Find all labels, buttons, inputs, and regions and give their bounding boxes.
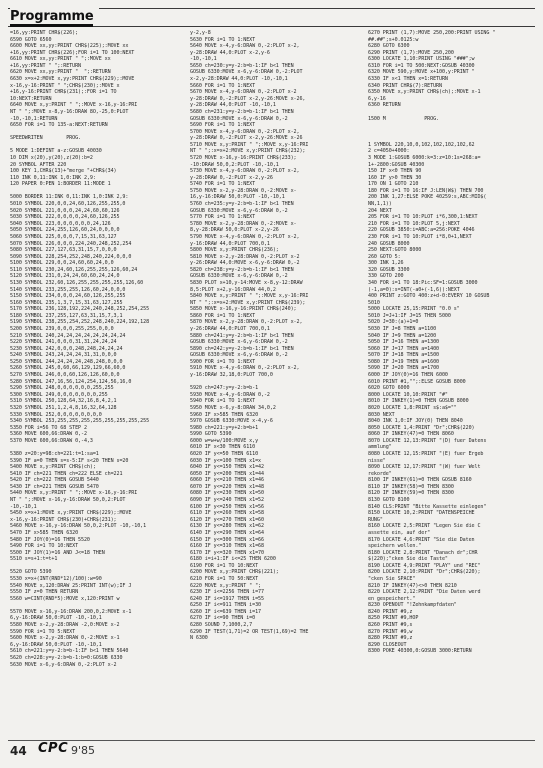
code-line: nisse" [368,457,386,464]
code-line: 5970 GOSUB 6330:MOVE x-4,y-6 [190,418,273,425]
code-line: 6,y-16 [368,95,386,102]
code-line: 5470 IF x>585 THEN 6320 [10,529,79,536]
code-line: 5450 x=x+1:MOVE x,y:PRINT CHR$(229);:MOVE [10,510,132,517]
code-line: 8010 IF INKEY(1)=0 THEN GOSUB 8000 [368,398,469,405]
code-line: en gespeichert." [368,595,416,602]
code-line: 6640 MOVE x,y:PRINT " ";:MOVE x-16,y-16:PRI [10,102,138,109]
code-line: 5040 IF J=9 THEN a=1200 [368,332,437,339]
code-line: 5740 FOR i=1 TO 1:NEXT [190,181,256,188]
code-line: 220 GOSUB 3850:i=ABC:a=256:POKE 4046 [368,227,475,234]
code-line: 5070 SYMBOL 226,0,0,0,224,240,248,252,254 [10,240,132,247]
code-line: 120 PAPER 0:PEN 1:BORDER 11:MODE 1 [10,181,111,188]
code-line: y-16:DRAW 44,0:PLOT 700,0,1 [190,240,270,247]
code-line: 5190 SYMBOL 238,255,254,252,248,240,224,192,128 [10,319,150,326]
code-column-1 [10,30,182,730]
code-line: 5090 IF J=20 THEN a=1700 [368,365,440,372]
code-line [368,135,536,142]
code-line: y-2,y-8 [190,30,211,36]
code-line: 5980 ch=221:y=y+2:b=b+1 [190,424,259,431]
code-line: y-28:DRAW 44,0:PLOT -10,-10,1 [190,102,276,109]
code-line: 300 INK 1,26 [368,260,404,267]
code-line: 6330 IF x<1 THEN x=1:RETURN [368,76,448,83]
code-line: y-28:DRAW 44,0:PLOT x-2,y-6 [190,49,270,56]
code-line [368,109,536,116]
code-line: 5930 MOVE x-4,y-6:DRAW 0,-2 [190,391,270,398]
code-line: ##.##";s+0.0125:w [368,36,419,43]
code-line: +16,y-16:PRINT CHR$(231);:FOR i=1 TO [10,89,117,96]
code-line: 5520 GOTO 5390 [10,569,52,576]
code-line: GOSUB 6330:MOVE x-6,y-6:DRAW 0,-2 [190,273,288,280]
code-line: 6620 MOVE xx,yy:PRINT " ";:RETURN [10,69,111,76]
code-line: 5420 IF ch=222 THEN GOSUB 5440 [10,477,99,484]
code-line: y-16:DRAW 32,18,0:PLOT 700,0 [190,372,273,379]
code-line: 6000 w=w+w/100:MOVE x,y [190,437,259,444]
code-line: 1 SYMBOL 220,10,0,102,102,102,102,62 [368,141,475,148]
code-line [10,563,182,570]
code-line: 6600 MOVE xx,yy:PRINT CHR$(225);:MOVE xx [10,43,129,50]
code-line: 8060 IF INKEY(47)=0 THEN 8060 [368,431,454,438]
code-line: 5430 IF ch=221 THEN GOSUB 5470 [10,483,99,490]
code-line [368,122,536,129]
code-line: 5790 MOVE x-4,y-6:DRAW 0,-2:PLOT x-2, [190,233,300,240]
code-line: 6650 FOR i=1 TO 135-a:NEXT:RETURN [10,122,108,129]
code-line: 6340 PRINT CHR$(7):RETURN [368,82,442,89]
code-line: 10:NEXT:RETURN [10,95,52,102]
code-line: 6590 GOTO 6560 [10,36,52,43]
code-line: x-2,y-28:DRAW 44,0:PLOT -10,-10,1 [190,76,288,83]
code-line: 8020 LOCATE 1,8:PRINT s$:a$="" [368,404,457,411]
code-line: 5090 SYMBOL 228,254,252,248,240,224,0,0,0 [10,253,132,260]
code-line: 6120 IF y<=270 THEN x1=60 [190,516,264,523]
code-line: 6100 IF y<=250 THEN x1=56 [190,503,264,510]
code-line: 5830 PLOT x+10,y-14:MOVE x-8,y-12:DRAW [190,279,303,286]
code-line: 5030 IF J=8 THEN a=1100 [368,326,437,333]
code-line: 5750 MOVE x-2,y-28:DRAW 0,-2:MOVE x- [190,187,297,194]
code-line: 8290 CLOSEOUT [368,641,407,648]
code-line: 5330 SYMBOL 252,0,0,0,0,0,0,0,0 [10,411,102,418]
code-line: 205 FOR i=1 TO 10:PLOT i*6,300,1:NEXT [368,214,478,221]
code-line: 5700 MOVE x-4,y-6:DRAW 0,-2:PLOT x-2, [190,128,300,135]
code-line: 5690 FOR i=1 TO 1:NEXT [190,122,256,129]
code-line: 8,y-28:DRAW 50,0:PLOT x-2,y-26 [190,227,279,234]
code-line: 5270 SYMBOL 246,0,0,60,126,126,60,0,0 [10,372,120,379]
code-line: 5630 MOVE x-6,y-6:DRAW 0,-2:PLOT x-2 [10,661,117,668]
code-line: 180 FOR i=1 TO 16:IF J:LEN(W$) THEN 700 [368,187,484,194]
code-line: 5000 BORDER 11:INK 0,11:INK 1,0:INK 2,9: [10,194,129,201]
code-line: 5350 FOR i=56 TO 68 STEP 2 [10,424,87,431]
code-line: y-26:DRAW 44,0:MOVE x-6,y-6:DRAW 0,-2 [190,260,300,267]
code-line: 6250 IF i<=911 THEN i=30 [190,602,262,609]
code-line: 5810 MOVE x-2,y-28:DRAW 0,-2:PLOT x-2 [190,253,300,260]
code-line: 5070 IF J=18 THEN a=1500 [368,352,440,359]
code-line: 8210 IF INKEY(47)<>0 THEN 8210 [368,582,457,589]
code-line: 5820 ch=238:y=y-2:b=b-1:IF b<1 THEN [190,266,294,273]
code-line: 5260 SYMBOL 245,0,60,66,129,129,66,60,0 [10,365,126,372]
code-line: 5960 IF x>585 THEN 6320 [190,411,259,418]
code-line: 5390 IF a=0 THEN s=s-5:IF s<20 THEN s=20 [10,457,129,464]
code-line: 340 FOR i=1 TO 18:Pic:SF=1:GOSUB 3000 [368,279,478,286]
code-line: 5630 FOR i=1 TO 1:NEXT [190,36,256,43]
code-line: 5990 GOTO 5390 [190,431,232,438]
code-line: 6070 IF y<=220 THEN x1=48 [190,483,264,490]
code-line: 5340 SYMBOL 253,255,255,255,255,255,255,255,255 [10,418,150,425]
code-line [190,379,362,386]
code-line: 8190 LOCATE 4,9:PRINT "PLAY" und "REC" [368,562,481,569]
code-line: 6610 MOVE xx,yy:PRINT " ";:MOVE xx [10,56,111,63]
code-line: 5540 MOVE x,120:DRAW 25:PRINT INT(w);IF J [10,582,132,589]
code-line: 8040 INK 1,0:IF JOY(0) THEN 8040 [368,418,463,425]
issue-label: 9'85 [71,744,96,757]
code-line: 5010 [368,299,380,306]
code-line: 6300 LOCATE 1,10:PRINT USING "###";w [368,56,475,63]
code-line: 6030 IF y<=100 THEN x1=x [190,457,262,464]
code-line: 8100 IF INKEY(61)=0 THEN GOSUB 8160 [368,477,472,484]
code-line: 5050 SYMBOL 224,255,126,60,24,0,0,0,0 [10,227,120,234]
code-line: 6280 SOUND 7,1000,2,7 [190,622,253,629]
code-line: 5490 FOR i=1 TO 10:NEXT [10,543,79,550]
code-line: 5530 x=x+(INT(RND*12)/100):w=90 [10,575,102,582]
code-line: 8300 POKE 40300,0:GOSUB 3000:RETURN [368,648,472,655]
code-line: NN,1,1)) [368,201,392,208]
code-line: 5710 MOVE x,y:PRINT " ";:MOVE x,y-16:PRI [190,141,309,148]
code-line: 5670 MOVE x-4,y-6:DRAW 0,-2:PLOT x-2 [190,89,297,96]
code-line: 6000 IF JOY(0)=16 THEN 6000 [368,372,448,379]
code-line: 5610 ch=221:y=y-2:b=b-1:IF b<1 THEN 5640 [10,648,129,655]
code-line: -10,-10,1 [190,56,217,63]
code-line: 5210 SYMBOL 240,24,24,24,24,24,24,24,24 [10,332,126,339]
code-line: x-16,y-16:PRINT " ";CHR$(230);:MOVE x [10,82,120,89]
code-line: 5840 MOVE x,y:PRINT " ";:MOVE x,y-16:PRI [190,293,309,300]
code-line: GOSUB 6330:MOVE x-6,y-6:DRAW 0,-2 [190,115,288,122]
code-line: 5900 FOR i=1 TO 1:NEXT [190,358,256,365]
code-line: 6140 IF y<=290 THEN x1=64 [190,529,264,536]
code-line: 8260 PRINT #9,s [368,622,413,629]
code-line: 6280 GOTO 6300 [368,43,410,50]
code-line: SPEEDWRITEN PROG. [10,135,82,142]
code-line: 6160 IF y<=310 THEN x1=68 [190,543,264,550]
magazine-logo: CPC [38,741,69,756]
code-line: 5770 FOR i=1 TO 1:NEXT [190,214,256,221]
code-line: 5300 SYMBOL 249,0,0,0,0,0,0,0,255 [10,391,108,398]
code-line: RUNG" [368,516,383,523]
code-line: (-1,a=0):s=INT(-a0+(-1,6)):NEXT [368,286,460,293]
code-line: 260 GOTO 5: [368,253,401,260]
code-line: 5170 SYMBOL 236,128,192,224,240,248,252,254,255 [10,306,150,313]
code-line: 5120 SYMBOL 231,0,24,24,60,60,24,24,0 [10,273,120,280]
code-line [10,188,182,195]
code-line: 6630 x=x+2:MOVE x,yy:PRINT CHR$(229);:MOVE [10,76,135,83]
code-line: $(220);"cken Sie die Taste" [368,556,448,563]
code-line: 8220 LOCATE 2,12:PRINT "Die Daten werd [368,589,481,596]
code-line: 5570 MOVE x-16,y-16:DRAW 200,0,2:MOVE x-1 [10,608,132,615]
code-line: 8070 LOCATE 12,13:PRINT "(D) fuer Datens [368,437,487,444]
code-line: 6260 IF i<=639 THEN i=17 [190,608,262,615]
code-line: 5600 MOVE x-2,y-28:DRAW 0,-2:MOVE x-1 [10,635,120,642]
code-line: 5 MODE 1:DEFINT a-z:GOSUB 40030 [10,148,102,155]
code-line: 5860 FOR i=1 TO 1:NEXT [190,312,256,319]
code-line: 8120 IF INKEY(59)=0 THEN 8300 [368,490,454,497]
code-line: 5150 SYMBOL 234,0,0,0,24,60,126,255,255 [10,293,126,300]
code-line: 5650 ch=230:y=y-2:b=b-1:IF b<1 THEN [190,62,294,69]
code-line: 8,5:PLOT x+2,y-16:DRAW 44,0,2 [190,286,276,293]
code-line: 8230 OPENOUT "!Zehnkampfdaten" [368,602,457,609]
code-line: 6270 PRINT (1,7):MOVE 250,200:PRINT USING " [368,30,496,36]
code-line: 6060 IF y<=210 THEN x1=46 [190,477,264,484]
code-line: 230 FOR i=1 TO 10:PLOT i*8,0+1,NEXT [368,233,472,240]
code-line: +16,yy:PRINT CHR$(226);FOR i=1 TO 100:NEXT [10,49,135,56]
code-line: 6220 MOVE x,y:PRINT " "; [190,582,262,589]
code-line: 5950 MOVE x-6,y-8:DRAW 34,0,2 [190,404,276,411]
code-line: 5620 ch=228:y=y-2:b=b-1:b=0:GOSUB 6330 [10,654,123,661]
code-line: 8160 LOCATE 2,5:PRINT "Legen Sie die C [368,523,481,530]
code-line: 100 KEY 1,CHR$(13)+"merge "+CHR$(34) [10,168,117,175]
code-line: 6080 IF y<=230 THEN x1=50 [190,490,264,497]
code-line: 250 NEXT:GOTO 8000 [368,247,422,254]
code-line: 8030 NEXT [368,411,395,418]
code-line: 5360 MOVE 600,66:DRAW 0,-2 [10,431,87,438]
code-line: 6180 i=i+1:IF i<=25 THEN 6200 [190,556,276,563]
code-line: 6130 IF y<=280 THEN x1=62 [190,523,264,530]
code-line: y-28:DRAW 0,-2:PLOT x-2,y-26 [190,174,273,181]
section-title-text: Programme [10,9,93,27]
code-line: y-28:DRAW 0,-2:PLOT x-2,y-26:MOVE x-26, [190,95,306,102]
code-line: 6360 RETURN [368,102,401,109]
code-line [10,602,182,609]
code-line: 8140 CLS:PRINT "Bitte Kassette einlegen" [368,503,487,510]
code-line: 8000 LOCATE 10,10:PRINT "#" [368,391,448,398]
code-line: 5010 J=J+1:IF J=15 THEN 5000 [368,312,451,319]
code-line: 210 FOR i=1 TO 10:PLOT 5,j:NEXT [368,220,460,227]
code-line: 5410 IF ch=221 THEN ch=222 ELSE ch=221 [10,470,123,477]
code-line: NT " ";:MOVE x-16,y-16:DRAW 50,0,2:PLOT [10,497,126,504]
code-line: 5080 IF J=19 THEN a=1600 [368,358,440,365]
section-title [10,8,99,25]
code-line: 150 IF x<0 THEN 90 [368,168,422,175]
code-line: ammlung" [368,444,392,451]
code-line: 400 PRINT z:GOTO 400:z+d-0:EVERY 10 GOSUB [368,293,490,300]
code-line: 6020 GOTO 6000 [368,385,410,392]
code-line: 6110 IF y<=260 THEN x1=58 [190,510,264,517]
code-line: 6290 IF TEST(1,71)=2 OR TEST(1,69)=2 THE [190,628,309,635]
code-line: NT " ";:x=x+2:MOVE x,y:PRINT CHR$(239); [190,299,306,306]
code-line: 6,y-16:DRAW 50,0:PLOT -10,-10,1 [10,615,102,622]
code-line: GOSUB 6330:MOVE x-6,y-6:DRAW 0,-2 [190,339,288,346]
code-line: 5240 SYMBOL 243,24,24,24,31,31,0,0,0 [10,352,117,359]
code-line: 200 INK 1,27:ELSE POKE 40259:s,ABC:MID$( [368,194,487,201]
code-line: GOSUB 6330:MOVE x-6,y-6:DRAW 0,-2 [190,352,288,359]
code-line: 5060 IF J=17 THEN a=1400 [368,345,440,352]
code-line: 8180 LOCATE 2,8:PRINT "Danach dr";CHR [368,549,478,556]
code-line: 5030 SYMBOL 222,0,0,0,0,24,60,126,255 [10,214,120,221]
code-line: 5000 LOCATE 25,15:PRINT "0.0 s" [368,306,460,313]
code-line: 8250 PRINT #9,HOP [368,615,419,622]
code-line: NT " ";:MOVE x-8,y-16:DRAW 8O,-25,0:PLOT [10,108,129,115]
code-column-2 [190,30,362,730]
code-line: 5040 SYMBOL 223,0,0,0,0,0,0,24,126 [10,220,111,227]
code-line: -10,-10,1:RETURN [10,115,58,122]
code-line: 6010 PRINT #1,"";:ELSE GOSUB 8000 [368,378,466,385]
code-line: 5550 IF z=0 THEN RETURN [10,589,79,596]
code-line: 6090 IF y<=240 THEN x1=52 [190,497,264,504]
code-line: 6270 IF i<=90 THEN i=0 [190,615,256,622]
code-line: assette ein, auf der" [368,529,431,536]
code-line: 5110 SYMBOL 230,24,60,126,255,255,126,60,24 [10,266,138,273]
code-line: 240 GOSUB 8000 [368,240,410,247]
code-line: 5080 SYMBOL 227,127,63,31,15,7,0,0,0 [10,247,117,254]
code-line: 320 GOSUB 3300 [368,266,410,273]
code-line: 16,y-16:DRAW 50,0:PLOT -10,-10,1 [190,194,285,201]
code-line: 5140 SYMBOL 233,255,255,126,60,24,0,0,0 [10,286,126,293]
code-line: 5160 SYMBOL 235,1,3,7,15,31,63,127,255 [10,299,123,306]
code-line: 6150 IF y<=300 THEN x1=66 [190,536,264,543]
code-line: 5180 SYMBOL 237,255,127,63,31,15,7,3,1 [10,312,123,319]
code-line: "cken Sie SPACE" [368,575,416,582]
code-line: 5130 SYMBOL 232,60,126,255,255,255,255,126,60 [10,279,144,286]
code-line: 160 IF y>0 THEN 30 [368,174,422,181]
code-line: 6350 MOVE x,y:PRINT CHR$(ch);:MOVE x-1 [368,89,481,96]
code-line: 5440 MOVE x,y:PRINT " ";:MOVE x-16,y-16:PRI [10,490,138,497]
code-line: 5880 ch=241:y=y-2:b=b-1:IF b<1 THEN [190,332,294,339]
code-line [10,129,182,136]
code-line: 6290 PRINT (1,7):MOVE 250,200 [368,49,454,56]
code-line: 6200 MOVE x,y:PRINT CHR$(221); [190,569,279,576]
code-line: 204 NEXT [368,207,392,214]
code-line: 5320 SYMBOL 251,1,2,4,8,16,32,64,128 [10,404,117,411]
code-line: 2 c=4050+4000: [368,148,410,155]
code-line: 8050 LOCATE 1,4:PRINT "Dr";CHR$(220) [368,424,475,431]
code-line: 5380 z=20:y=98:ch=221:t=1:sa=1 [10,451,99,457]
code-line: 5370 MOVE 600,66:DRAW 0,-4,3 [10,437,93,444]
code-line: 6240 IF i<=1917 THEN i=55 [190,595,264,602]
code-line: 5100 SYMBOL 229,0,0,24,60,60,24,0,0 [10,260,114,267]
code-line: 8150 LOCATE 10,2:PRINT "DATENSPEICHE [368,510,475,517]
code-line: 5870 MOVE x-2,y-28:DRAW 0,-2:PLOT x-2, [190,319,303,326]
page-number: 44 [10,744,27,758]
code-line: 5280 SYMBOL 247,16,56,124,254,124,56,16,0 [10,378,132,385]
code-line: speichern wollen." [368,543,422,550]
code-line: 5250 SYMBOL 244,24,24,24,248,248,0,0,0 [10,358,123,365]
code-line: 5910 MOVE x-4,y-6:DRAW 0,-2:PLOT x-2, [190,365,300,372]
code-line: y-28:DRAW 0,-2:PLOT x-2,y-26:MOVE x-26 [190,135,303,142]
code-line: 5220 SYMBOL 241,0,0,0,31,31,24,24,24 [10,339,117,346]
code-line: 1+-2800:GOSUB 40300 [368,161,425,168]
code-line: 5230 SYMBOL 242,0,0,0,248,248,24,24,24 [10,345,123,352]
code-line: 8090 LOCATE 12,17:PRINT "(W) fuer Welt [368,464,481,471]
code-line: 5890 ch=242:y=y-2:b=b-1:IF b<1 THEN [190,345,294,352]
code-line: -10,-10,1 [10,503,37,510]
code-line: 6210 FOR i=1 TO 50:NEXT [190,575,259,582]
code-line: 10 DIM x(20),y(20),z(20):b=2 [10,154,93,161]
code-column-3 [368,30,536,730]
code-line: 3 MODE 1:GOSUB 6000:k=3:z=10:1s=268:a= [368,154,481,161]
code-line: 5500 IF JOY(1)=16 AND J<=18 THEN [10,549,105,556]
code-line: GOSUB 6330:MOVE x-6,y-6:DRAW 0,-2:PLOT [190,69,303,76]
code-line: 6050 IF y<=200 THEN x1=44 [190,470,264,477]
code-line: 5640 MOVE x-4,y-6:DRAW 0,-2:PLOT x-2, [190,43,300,50]
code-line: GOSUB 6330:MOVE x-6,y-6:DRAW 0,-2 [190,207,288,214]
code-line: -10:DRAW 50,0,2:PLOT -10,-10,1 [190,161,279,168]
code-line: 5730 MOVE x-4,y-6:DRAW 0,-2:PLOT x-2, [190,168,300,175]
code-line: 6,y-16:DRAW 50,0:PLOT -10,-10,1 [10,641,102,648]
code-line: 5060 SYMBOL 225,0,0,0,7,15,31,63,127 [10,233,117,240]
code-line: 5780 MOVE x-2,y-28:DRAW 0,-2:MOVE x- [190,220,297,227]
code-line: 6320 MOVE 590,y:MOVE x+100,y:PRINT " [368,69,475,76]
code-line: 330 GOTO 200 [368,273,404,280]
code-line: 6190 FOR i=1 TO 10:NEXT [190,562,259,569]
code-line: 170 ON 1 GOTO 210 [368,181,419,188]
code-line: x-16,y-16:PRINT CHR$(230)+CHR$(231); [10,516,117,523]
code-line: 5310 SYMBOL 250,128,64,32,16,8,4,2,1 [10,398,117,405]
code-line: 5290 SYMBOL 248,0,0,0,0,0,0,255,255 [10,385,114,392]
code-line: 5850 MOVE x-16,y-16:PRINT CHR$(240); [190,306,297,313]
code-line: rekorde" [368,470,392,477]
code-line: y-26:DRAW 44,0:PLOT 700,0,1 [190,326,270,333]
code-line: 6010 IF x<30 THEN 6110 [190,444,256,451]
code-line: 110 INK 0,11:INK 1,0:INK 2,9: [10,174,96,181]
code-line: 5660 FOR i=1 TO 1:NEXT [190,82,256,89]
code-line: 5020 J=30:(a)+1=0 [368,319,419,326]
code-line: =16,yy:PRINT CHR$(226); [10,30,79,36]
code-line [368,129,536,136]
code-line: 5580 MOVE x-2,y-28:DRAW -2,0:MOVE x-2 [10,622,120,629]
code-line: 5510 s=s+1:t=t+1 [10,556,58,563]
code-line: 20 SYMBOL AFTER 220 [10,161,67,168]
code-line: +16,yy:PRINT " ";:RETURN [10,62,82,69]
code-line: 8170 LOCATE 4,6:PRINT "Sie die Daten [368,536,475,543]
code-line: 5010 SYMBOL 220,0,0,24,60,126,255,255,0 [10,201,126,208]
code-line: 6310 FOR i=1 TO 500:NEXT:GOSUB 40300 [368,62,475,69]
code-line: NT " ";:x=x+2:MOVE x,y:PRINT CHR$(232); [190,148,306,155]
code-line: 5020 SYMBOL 221,0,0,0,24,24,60,60,126 [10,207,120,214]
code-line: 5050 IF J=16 THEN a=1300 [368,339,440,346]
code-line: 5940 FOR i=1 TO 1:NEXT [190,398,256,405]
code-line: 8200 LOCATE 2,10:PRINT "Dr";CHR$(220); [368,569,481,576]
code-line: N 6300 [190,635,208,642]
code-line: 5800 MOVE x,y:PRINT CHR$(236); [190,247,279,254]
code-line: 5720 MOVE x-16,y-16:PRINT CHR$(233); [190,154,297,161]
code-line: 6040 IF y<=150 THEN x1=42 [190,464,264,471]
code-line: 6170 IF y<=320 THEN x1=70 [190,549,264,556]
code-line: 5560 w=CINT(RND*5):MOVE x,120:PRINT w [10,595,120,602]
code-line: 5400 MOVE x,y:PRINT CHR$(ch); [10,464,96,471]
code-line: 5680 ch=231:y=y-2:b=b-1:IF b<1 THEN [190,108,294,115]
code-line: 5760 ch=235:y=y-2:b=b-1:IF b<1 THEN [190,201,294,208]
code-line: 5480 IF JOY(0)=16 THEN 5520 [10,536,90,543]
code-line: 5460 MOVE x-16,y-16:DRAW 50,0,2:PLOT -10,-10,1 [10,523,147,530]
code-line: 8270 PRINT #9,w [368,628,413,635]
code-line: 8080 LOCATE 12,15:PRINT "(E) fuer Ergeb [368,451,484,457]
code-line: 6020 IF y<=50 THEN 6110 [190,451,259,457]
code-line: 5590 FOR i=1 TO 5:NEXT [10,628,76,635]
code-line: 8240 PRINT #9,z [368,608,413,615]
code-line: 8110 IF INKEY(58)=0 THEN 8300 [368,483,454,490]
code-line: 1500 M PROG. [368,115,440,122]
code-line: 5200 SYMBOL 239,0,0,0,255,255,0,0,0 [10,326,114,333]
code-line [10,444,182,451]
code-line: 8130 GOTO 8100 [368,497,410,504]
code-line: 8280 PRINT #9,z [368,635,413,642]
code-line: 6230 IF i<=2256 THEN i=77 [190,589,264,596]
code-line [10,142,182,149]
code-line: 5920 ch=247:y=y-2:b=b-1 [190,385,259,392]
